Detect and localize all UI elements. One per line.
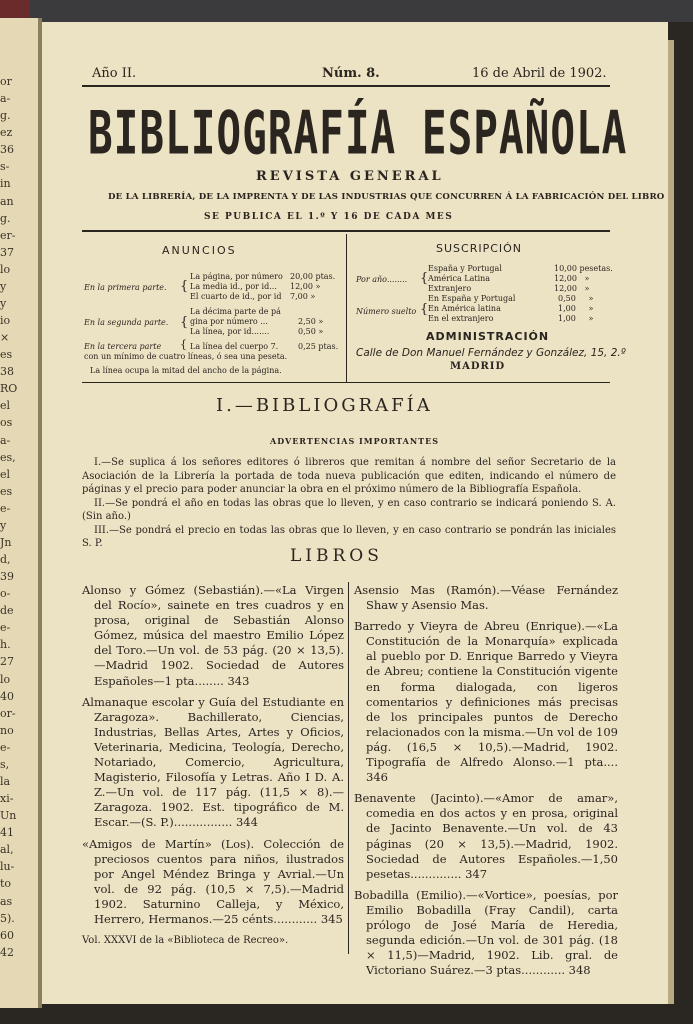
journal-page xyxy=(42,22,668,1004)
book-entry: Asensio Mas (Ramón).—Véase Fernández Shaw y Asensio Mas. xyxy=(354,583,618,613)
administracion-city: MADRID xyxy=(450,361,506,372)
suscripcion-price: 0,50 xyxy=(558,294,576,303)
facing-page-text: es, xyxy=(0,450,16,464)
facing-page-text: y xyxy=(0,296,7,310)
advert-block xyxy=(82,456,616,551)
anuncios-heading: ANUNCIOS xyxy=(162,244,237,257)
facing-page-text: 60 xyxy=(0,928,14,942)
facing-page-text: lu- xyxy=(0,860,15,874)
advert-heading: ADVERTENCIAS IMPORTANTES xyxy=(270,436,440,446)
masthead-title: BIBLIOGRAFÍA ESPAÑOLA xyxy=(88,98,628,168)
facing-page-text: al, xyxy=(0,843,14,857)
page-edge xyxy=(668,40,674,1004)
libros-heading: LIBROS xyxy=(290,546,383,566)
info-rule xyxy=(82,382,610,383)
anuncios-tercera-text: La línea del cuerpo 7. xyxy=(190,342,279,351)
facing-page-text: 42 xyxy=(0,945,14,959)
suscripcion-numero-lines xyxy=(428,294,515,324)
facing-page-text: Jn xyxy=(0,535,12,549)
brace-icon: { xyxy=(420,271,429,286)
anuncio-price: 20,00 ptas. xyxy=(290,272,336,281)
anuncios-tercera-label: En la tercera parte xyxy=(84,342,162,351)
anuncios-tercera-note: con un mínimo de cuatro líneas, ó sea una peseta. xyxy=(84,352,288,361)
suscripcion-heading: SUSCRIPCIÓN xyxy=(436,242,523,255)
suscripcion-price: 12,00 xyxy=(554,284,577,293)
anuncio-line: El cuarto de id., por id xyxy=(190,292,282,301)
suscripcion-price: 12,00 xyxy=(554,274,577,283)
scan-corner-mark xyxy=(0,0,30,18)
facing-page-text: el xyxy=(0,467,11,481)
header-year: Año II. xyxy=(92,66,137,81)
facing-page-fragment xyxy=(0,18,40,1008)
facing-page-text: a- xyxy=(0,433,11,447)
facing-page-text: y xyxy=(0,279,7,293)
suscripcion-line: En España y Portugal xyxy=(428,294,516,303)
suscripcion-por-ano-prices: 10,00 pesetas. 12,00 » 12,00 » xyxy=(554,264,613,293)
facing-page-text: or xyxy=(0,75,12,88)
book-entry: Benavente (Jacinto).—«Amor de amar», comedia en dos actos y en prosa, original de Jacinto Benavente.—Un vol. de 43 páginas (20 × 13,5).—Madrid, 1902. Sociedad de Autores Españoles.—1,50 pesetas.............. 347 xyxy=(354,791,618,881)
section-heading: I.—BIBLIOGRAFÍA xyxy=(216,395,433,416)
anuncios-primera-label: En la primera parte. xyxy=(84,283,167,292)
anuncios-segunda-prices: 2,50 » 0,50 » xyxy=(298,317,324,336)
anuncio-price: 7,00 xyxy=(290,292,308,301)
anuncio-price: 0,50 xyxy=(298,327,316,336)
book-entry: Bobadilla (Emilio).—«Vortice», poesías, por Emilio Bobadilla (Fray Candil), carta prólogo de José María de Heredia, segunda edición.—Un vol. de 301 pág. (18 × 11,5)—Madrid, 1902. Lib. gral. de Victoriano Suárez.—3 ptas............ 348 xyxy=(354,887,618,978)
brace-icon: { xyxy=(420,302,429,317)
facing-page-text: RO xyxy=(0,382,18,396)
anuncio-line: La línea, por id....... xyxy=(190,327,270,336)
entries-right-column xyxy=(354,583,618,984)
anuncio-line: gina por número ... xyxy=(190,317,268,326)
book-entry: Barredo y Vieyra de Abreu (Enrique).—«La Constitución de la Monarquía» explicada al pueblo por D. Enrique Barredo y Vieyra de Abreu; contiene la Constitución vigente en forma dialogada, con ligeros comentarios y definiciones más precisas de los principales puntos de Derecho relacionados con la misma.—Un vol de 109 pág. (16,5 × 10,5).—Madrid, 1902. Tipografía de Alfredo Alonso.—1 pta.... 346 xyxy=(354,619,618,785)
administracion-heading: ADMINISTRACIÓN xyxy=(426,330,550,343)
suscripcion-line: España y Portugal xyxy=(428,264,502,273)
facing-page-text: g. xyxy=(0,211,11,225)
facing-page-text: h. xyxy=(0,638,11,652)
anuncio-price: 2,50 xyxy=(298,317,316,326)
masthead-rule xyxy=(82,230,610,232)
facing-page-text: os xyxy=(0,416,13,430)
facing-page-text: e- xyxy=(0,501,11,515)
suscripcion-price: 1,00 xyxy=(558,304,576,313)
suscripcion-price: 1,00 xyxy=(558,314,576,323)
anuncios-segunda-label: En la segunda parte. xyxy=(84,318,169,327)
facing-page-text: 27 xyxy=(0,655,14,669)
facing-page-text: g. xyxy=(0,109,11,123)
facing-page-text: or- xyxy=(0,706,16,720)
suscripcion-por-ano-label: Por año........ xyxy=(356,275,408,284)
facing-page-text: to xyxy=(0,877,12,891)
anuncios-primera-lines xyxy=(190,272,283,302)
facing-page-text: 40 xyxy=(0,689,14,703)
column-divider-top xyxy=(346,234,347,382)
anuncio-line: La media id., por id... xyxy=(190,282,277,291)
entries-left-column xyxy=(82,583,344,954)
facing-page-text: ez xyxy=(0,126,13,140)
facing-page-text: er- xyxy=(0,228,16,242)
book-entry: «Amigos de Martín» (Los). Colección de preciosos cuentos para niños, ilustrados por Angel Méndez Bringa y Avrial.—Un vol. de 92 pág. (10,5 × 7,5).—Madrid 1902. Saturnino Calleja, y México, Herrero, Hermanos.—25 cénts............ 345 xyxy=(82,836,344,926)
facing-page-text: 41 xyxy=(0,826,14,840)
column-divider xyxy=(348,582,349,954)
administracion-address: Calle de Don Manuel Fernández y González, 15, 2.º xyxy=(356,347,626,359)
header-number: Núm. 8. xyxy=(322,66,380,81)
facing-page-text: o- xyxy=(0,587,11,601)
facing-page-text: in xyxy=(0,177,11,191)
suscripcion-numero-prices: 0,50 » 1,00 » 1,00 » xyxy=(558,294,594,323)
facing-page-text: as xyxy=(0,894,13,908)
facing-page-text: 39 xyxy=(0,570,14,584)
facing-page-text: xi- xyxy=(0,792,14,806)
por-ano-text: Por año xyxy=(356,275,387,284)
brace-icon: { xyxy=(180,279,189,294)
anuncio-line: La décima parte de pá xyxy=(190,307,281,316)
facing-page-text: io xyxy=(0,314,11,328)
book-entry-note: Vol. XXXVI de la «Biblioteca de Recreo». xyxy=(82,935,289,947)
book-entry: Almanaque escolar y Guía del Estudiante en Zaragoza». Bachillerato, Ciencias, Industrias, Bellas Artes, Artes y Oficios, Veterinaria, Medicina, Teología, Derecho, Notariado, Comercio, Agricultura, Magisterio, Filosofía y Letras. Año I D. A. Z.—Un vol. de 117 pág. (11,5 × 8).—Zaragoza. 1902. Est. tipográfico de M. Escar.—(S. P.)................ 344 xyxy=(82,694,344,830)
masthead-schedule: SE PUBLICA EL 1.º Y 16 DE CADA MES xyxy=(204,212,454,222)
scan-background xyxy=(0,0,693,22)
header-rule xyxy=(82,85,610,87)
masthead-subtitle: REVISTA GENERAL xyxy=(256,169,444,184)
facing-page-text: la xyxy=(0,774,11,788)
facing-page-text: 5). xyxy=(0,911,15,925)
suscripcion-line: En el extranjero xyxy=(428,314,494,323)
facing-page-text: 37 xyxy=(0,245,14,259)
facing-page-text: d, xyxy=(0,553,11,567)
anuncios-tercera-price: 0,25 ptas. xyxy=(298,342,339,351)
facing-page-text: el xyxy=(0,399,11,413)
advert-paragraph: II.—Se pondrá el año en todas las obras que lo lleven, y en caso contrario se indicará poniendo S. A. (Sin año.) xyxy=(82,497,616,522)
facing-page-text: no xyxy=(0,723,14,737)
facing-page-text: e- xyxy=(0,621,11,635)
facing-page-text: lo xyxy=(0,672,11,686)
suscripcion-line: América Latina xyxy=(428,274,491,283)
facing-page-text: es xyxy=(0,348,13,362)
masthead-tagline: DE LA LIBRERÍA, DE LA IMPRENTA Y DE LAS INDUSTRIAS QUE CONCURREN Á LA FABRICACIÓN DEL LIBRO xyxy=(108,192,665,202)
anuncios-segunda-lines xyxy=(190,307,281,337)
suscripcion-por-ano-lines xyxy=(428,264,502,294)
facing-page-text: Un xyxy=(0,809,17,823)
header-date: 16 de Abril de 1902. xyxy=(472,66,607,81)
facing-page-text: lo xyxy=(0,262,11,276)
anuncio-line: La página, por número xyxy=(190,272,283,281)
suscripcion-price: 10,00 pesetas. xyxy=(554,264,613,273)
facing-page-text: s- xyxy=(0,160,10,174)
facing-page-text: e- xyxy=(0,740,11,754)
brace-icon: { xyxy=(180,338,187,351)
advert-paragraph: I.—Se suplica á los señores editores ó libreros que remitan á nombre del señor Secretario de la Asociación de la Librería la portada de toda nueva publicación que editen, indicando el número de páginas y el precio para poder anunciar la obra en el próximo número de la Bibliografía Española. xyxy=(82,457,616,495)
facing-page-text: s, xyxy=(0,757,10,771)
brace-icon: { xyxy=(180,315,189,330)
facing-page-text: 38 xyxy=(0,365,14,379)
facing-page-text: es xyxy=(0,484,13,498)
anuncios-footer-note: La línea ocupa la mitad del ancho de la página. xyxy=(90,366,282,375)
suscripcion-numero-label: Número suelto xyxy=(356,307,417,316)
facing-page-text: an xyxy=(0,194,14,208)
suscripcion-line: En América latina xyxy=(428,304,501,313)
facing-page-text: de xyxy=(0,604,14,618)
facing-page-text: y xyxy=(0,518,7,532)
facing-page-text: a- xyxy=(0,92,11,106)
facing-page-text: 36 xyxy=(0,143,14,157)
book-entry: Alonso y Gómez (Sebastián).—«La Virgen del Rocío», sainete en tres cuadros y en prosa, original de Sebastián Alonso Gómez, música del maestro Emilio López del Toro.—Un vol. de 53 pág. (20 × 13,5).—Madrid 1902. Sociedad de Autores Españoles—1 pta........ 343 xyxy=(82,583,344,688)
anuncio-price: 12,00 xyxy=(290,282,313,291)
facing-page-text: × xyxy=(0,331,10,345)
anuncios-primera-prices: 20,00 ptas. 12,00 » 7,00 » xyxy=(290,272,336,301)
suscripcion-line: Extranjero xyxy=(428,284,472,293)
advert-paragraph: III.—Se pondrá el precio en todas las obras que lo lleven, y en caso contrario se pondrán las iniciales S. P. xyxy=(82,524,616,549)
